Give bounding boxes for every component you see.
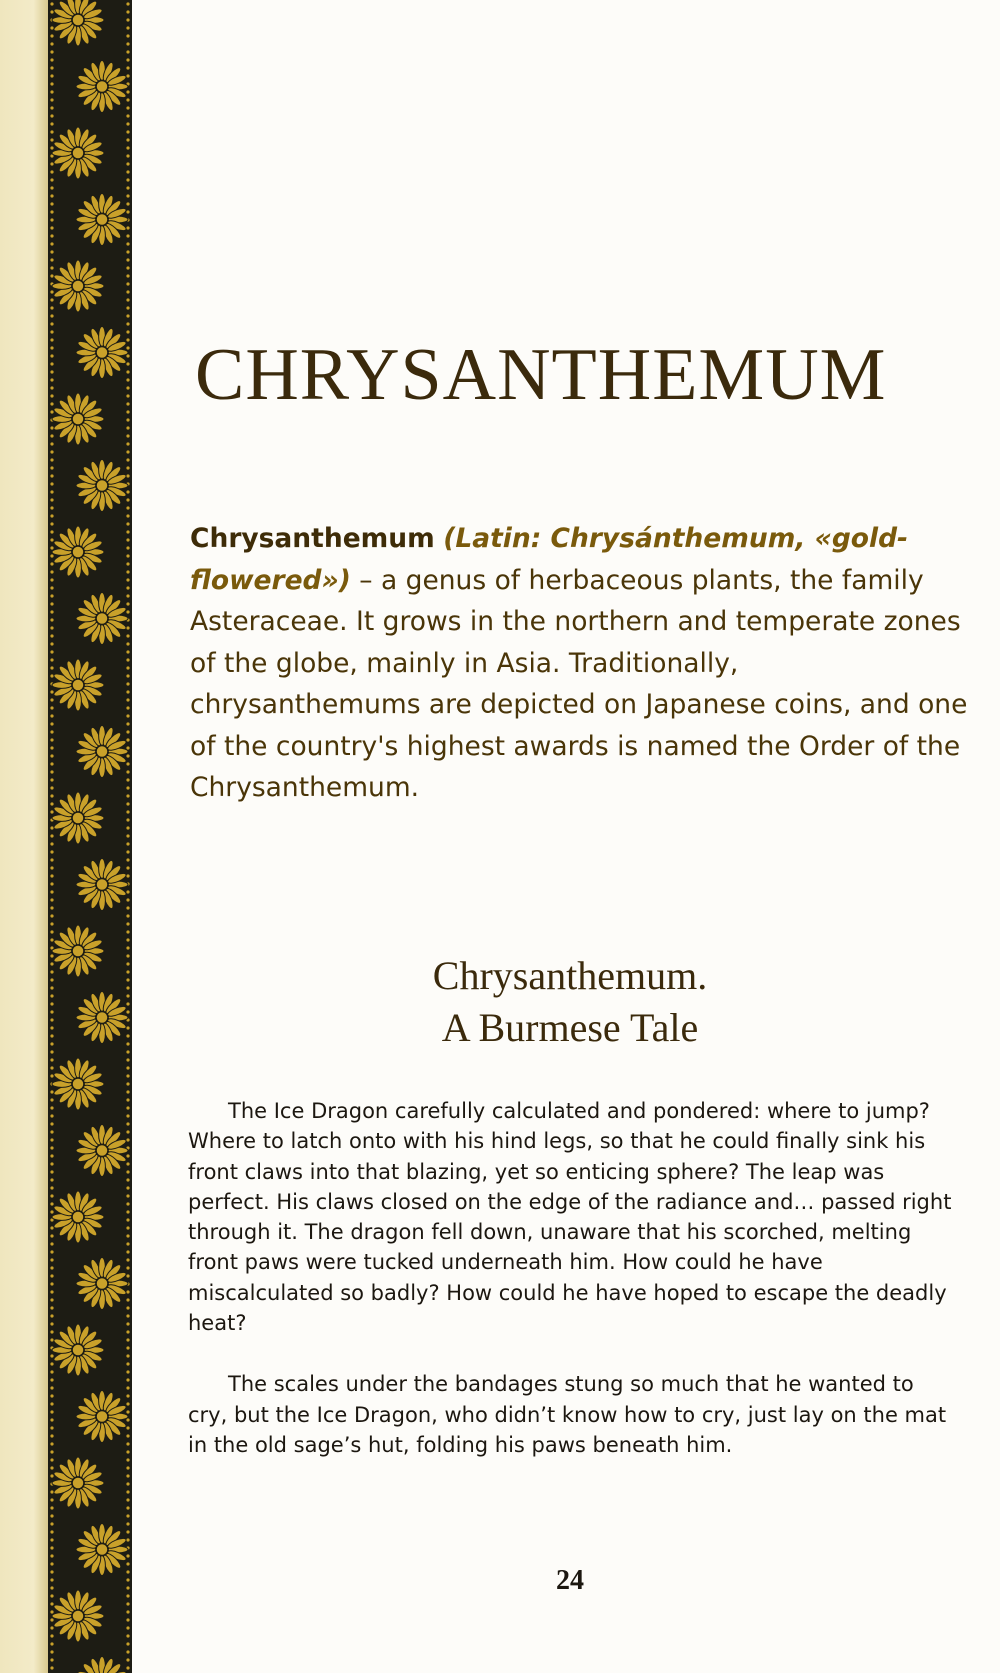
chrysanthemum-pattern-icon <box>48 0 132 1673</box>
story-paragraph: The scales under the bandages stung so much that he wanted to cry, but the Ice Dragon, who didn’t know how to cry, just lay on the mat in the old sage’s hut, folding his paws beneath him. <box>188 1372 947 1457</box>
decorative-ornament-strip <box>48 0 132 1673</box>
story-subtitle-line1: Chrysanthemum. <box>432 953 708 998</box>
definition-paragraph <box>190 518 970 809</box>
story-paragraph: The Ice Dragon carefully calculated and pondered: where to jump? Where to latch onto with his hind legs, so that he could finally sink his front claws into that blazing, yet so enticing sphere? The leap was perfect. His claws closed on the edge of the radiance and… passed right through it. The dragon fell down, unaware that his scorched, melting front paws were tucked underneath him. How could he have miscalculated so badly? How could he have hoped to escape the deadly heat? <box>188 1099 952 1336</box>
page-title: CHRYSANTHEMUM <box>195 334 887 416</box>
story-subtitle <box>380 950 760 1054</box>
page-number: 24 <box>556 1565 584 1596</box>
story-body <box>188 1096 958 1491</box>
story-subtitle-line2: A Burmese Tale <box>441 1005 699 1050</box>
definition-term: Chrysanthemum <box>190 523 435 554</box>
definition-text: – a genus of herbaceous plants, the family Asteraceae. It grows in the northern and temperate zones of the globe, mainly in Asia. Traditionally, chrysanthemums are depicted on Japanese coins, and one of the country's highest awards is named the Order of the Chrysanthemum. <box>190 564 968 803</box>
decorative-border-left <box>0 0 48 1673</box>
definition-etymology: (Latin: Chrysánthemum, «gold-flowered») <box>190 523 909 596</box>
